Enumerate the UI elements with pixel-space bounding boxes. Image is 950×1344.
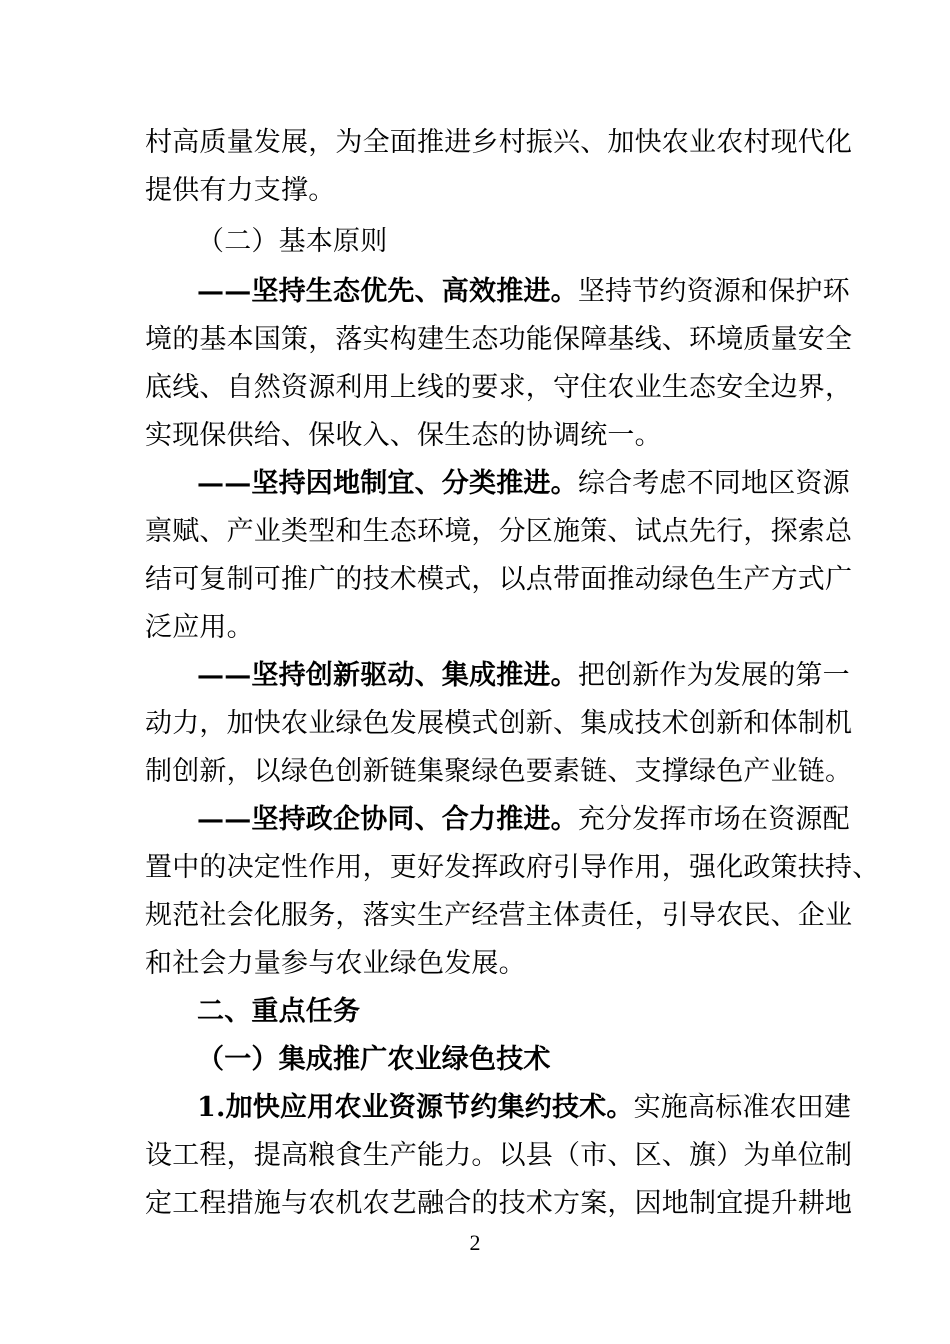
section-heading: （二）基本原则	[197, 226, 388, 257]
task-1-text: 实施高标准农田建	[633, 1092, 852, 1123]
principle-1-text: 坚持节约资源和保护环	[577, 276, 850, 307]
principle-4-first-line	[197, 796, 850, 844]
paragraph-line: 境的基本国策，落实构建生态功能保障基线、环境质量安全	[145, 324, 853, 355]
paragraph-line: 泛应用。	[145, 612, 254, 643]
principle-2-first-line	[197, 460, 850, 508]
paragraph-line: 设工程，提高粮食生产能力。以县（市、区、旗）为单位制	[145, 1140, 853, 1171]
principle-4-title: ——坚持政企协同、合力推进。	[197, 804, 578, 835]
principle-3-title: ——坚持创新驱动、集成推进。	[197, 660, 578, 691]
principle-3-first-line	[197, 652, 850, 700]
paragraph-line: 禀赋、产业类型和生态环境，分区施策、试点先行，探索总	[145, 516, 853, 547]
subsection-heading: （一）集成推广农业绿色技术	[197, 1044, 551, 1075]
principle-3-text: 把创新作为发展的第一	[577, 660, 850, 691]
principle-1-title: ——坚持生态优先、高效推进。	[197, 276, 578, 307]
paragraph-line: 提供有力支撑。	[145, 175, 336, 206]
paragraph-line: 制创新，以绿色创新链集聚绿色要素链、支撑绿色产业链。	[145, 756, 853, 787]
principle-2-title: ——坚持因地制宜、分类推进。	[197, 468, 578, 499]
paragraph-line: 置中的决定性作用，更好发挥政府引导作用，强化政策扶持、	[145, 852, 880, 883]
page-number: 2	[469, 1230, 481, 1255]
task-1-first-line	[197, 1084, 851, 1132]
paragraph-line: 结可复制可推广的技术模式，以点带面推动绿色生产方式广	[145, 564, 853, 595]
part-heading: 二、重点任务	[197, 996, 361, 1027]
principle-2-text: 综合考虑不同地区资源	[577, 468, 850, 499]
paragraph-line: 实现保供给、保收入、保生态的协调统一。	[145, 420, 662, 451]
paragraph-line: 规范社会化服务，落实生产经营主体责任，引导农民、企业	[145, 900, 853, 931]
paragraph-line: 村高质量发展，为全面推进乡村振兴、加快农业农村现代化	[145, 127, 853, 158]
paragraph-line: 动力，加快农业绿色发展模式创新、集成技术创新和体制机	[145, 708, 853, 739]
paragraph-line: 和社会力量参与农业绿色发展。	[145, 948, 526, 979]
principle-1-first-line	[197, 268, 850, 316]
paragraph-line: 定工程措施与农机农艺融合的技术方案，因地制宜提升耕地	[145, 1188, 853, 1219]
paragraph-line: 底线、自然资源利用上线的要求，守住农业生态安全边界，	[145, 372, 853, 403]
principle-4-text: 充分发挥市场在资源配	[577, 804, 850, 835]
task-1-title: 1.加快应用农业资源节约集约技术。	[197, 1092, 634, 1123]
